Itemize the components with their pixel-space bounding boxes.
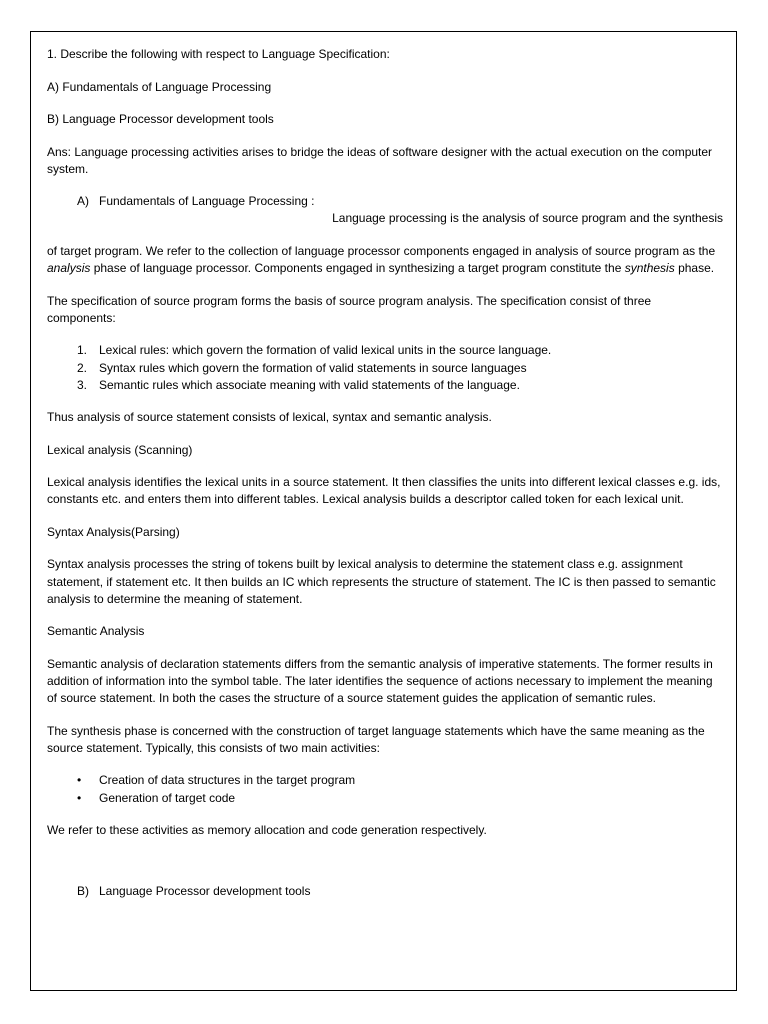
- synthesis-paragraph: The synthesis phase is concerned with the construction of target language statements which have the same meaning as the source statement. Typically, this consists of two main activities:: [47, 723, 705, 755]
- list-text: Syntax rules which govern the formation of valid statements in source languages: [99, 360, 527, 375]
- list-text: Generation of target code: [99, 790, 236, 805]
- syntax-heading: Syntax Analysis(Parsing): [47, 524, 180, 539]
- target-text-1: of target program. We refer to the collection of language processor components engaged in analysis of source program as the: [47, 243, 716, 258]
- target-program-paragraph: [47, 243, 723, 277]
- specification-paragraph: The specification of source program forms the basis of source program analysis. The specification consist of three components:: [47, 293, 652, 325]
- semantic-paragraph: Semantic analysis of declaration statements differs from the semantic analysis of imperative statements. The former results in addition of information into the symbol table. The later identifies the sequence of actions necessary to implement the meaning of source statement. In both the cases the structure of a source statement guides the application of semantic rules.: [47, 656, 713, 706]
- document-body: [47, 46, 723, 901]
- section-a-label: A): [77, 194, 89, 209]
- target-text-2: phase of language processor. Components engaged in synthesizing a target program constitute the: [90, 261, 625, 276]
- bullet-icon: •: [77, 773, 82, 788]
- syntax-paragraph: Syntax analysis processes the string of tokens built by lexical analysis to determine the statement class e.g. assignment statement, if statement etc. It then builds an IC which represents the structure of statement. The IC is then passed to semantic analysis to determine the meaning of statement.: [47, 557, 716, 606]
- list-text: Semantic rules which associate meaning with valid statements of the language.: [99, 377, 520, 392]
- activities-list: [47, 772, 723, 806]
- question-part-b: B) Language Processor development tools: [47, 112, 274, 126]
- question-1: 1. Describe the following with respect to Language Specification:: [47, 47, 390, 61]
- list-item: [47, 342, 723, 359]
- list-text: Lexical rules: which govern the formation of valid lexical units in the source language.: [99, 343, 552, 358]
- list-item: [47, 377, 723, 394]
- section-b-title: Language Processor development tools: [99, 884, 311, 899]
- answer-intro: Ans: Language processing activities arises to bridge the ideas of software designer with the actual execution on the computer system.: [47, 144, 713, 176]
- section-a-right-line: Language processing is the analysis of source program and the synthesis: [332, 211, 723, 226]
- bullet-icon: •: [77, 790, 82, 805]
- section-b-label: B): [77, 884, 89, 899]
- section-a-heading: [47, 193, 723, 210]
- list-item: [47, 772, 723, 789]
- lexical-paragraph: Lexical analysis identifies the lexical units in a source statement. It then classifies the units into different lexical classes e.g. ids, constants etc. and enters them into different tables. Lexical analysis builds a descriptor called token for each lexical unit.: [47, 475, 721, 507]
- list-item: [47, 790, 723, 807]
- rules-list: [47, 342, 723, 394]
- list-number: 2.: [77, 360, 88, 375]
- question-part-a: A) Fundamentals of Language Processing: [47, 79, 272, 94]
- list-number: 3.: [77, 377, 88, 392]
- list-text: Creation of data structures in the target program: [99, 773, 356, 788]
- list-item: [47, 360, 723, 377]
- thus-paragraph: Thus analysis of source statement consists of lexical, syntax and semantic analysis.: [47, 410, 492, 425]
- list-number: 1.: [77, 343, 88, 358]
- refer-paragraph: We refer to these activities as memory allocation and code generation respectively.: [47, 823, 487, 838]
- section-b-heading: [47, 883, 723, 900]
- document-page: [30, 31, 737, 991]
- lexical-heading: Lexical analysis (Scanning): [47, 442, 193, 457]
- target-text-3: phase.: [674, 261, 715, 276]
- section-a-title: Fundamentals of Language Processing :: [99, 194, 315, 209]
- synthesis-term: synthesis: [624, 261, 675, 276]
- semantic-heading: Semantic Analysis: [47, 624, 145, 639]
- analysis-term: analysis: [47, 261, 91, 276]
